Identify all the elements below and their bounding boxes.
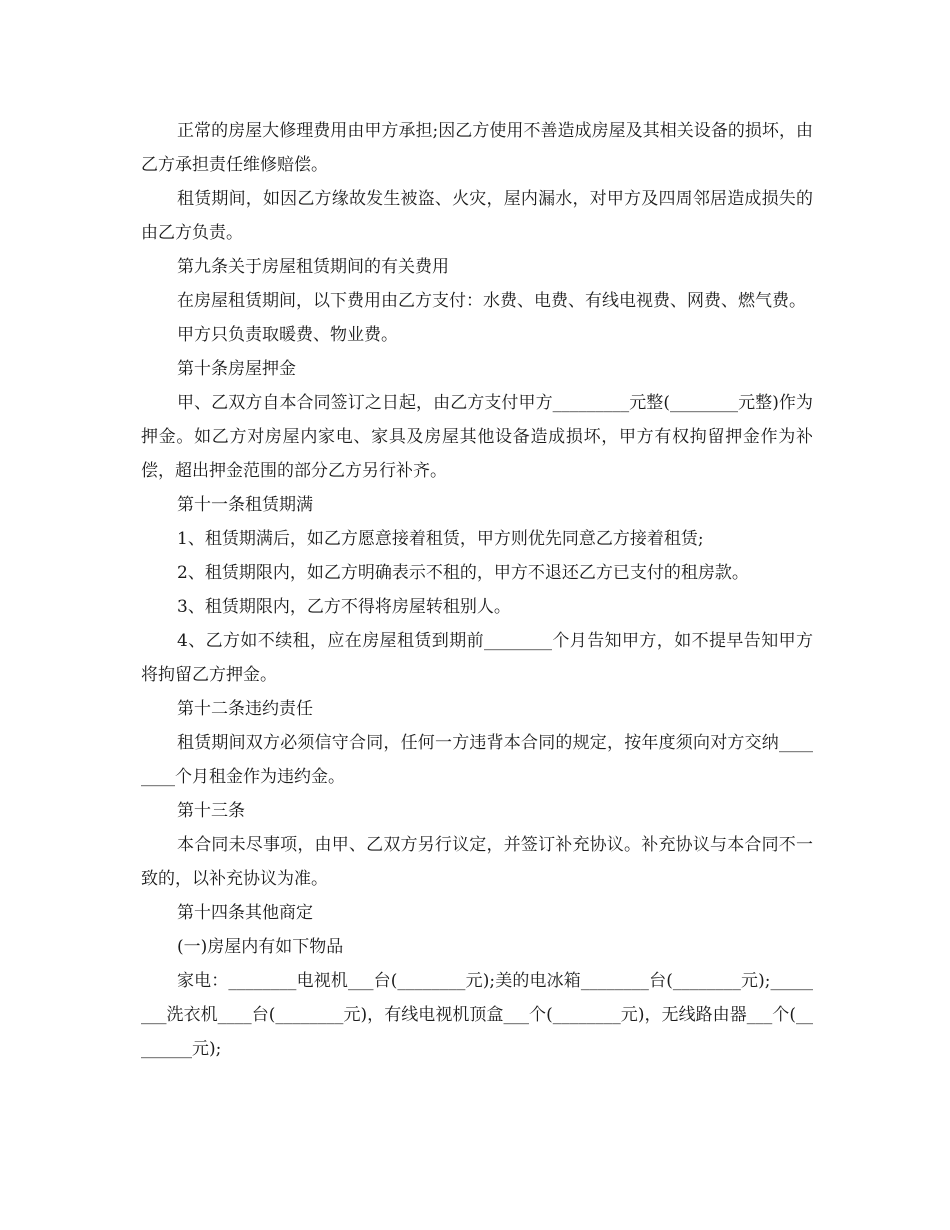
subsection-items-heading: (一)房屋内有如下物品 — [177, 937, 344, 957]
clause-11-4: 4、乙方如不续租，应在房屋租赁到期前________个月告知甲方，如不提早告知甲方将拘留乙方押金。 — [141, 631, 813, 685]
article-13-heading: 第十三条 — [177, 801, 245, 821]
paragraph-loss-liability: 租赁期间，如因乙方缘故发生被盗、火灾，屋内漏水，对甲方及四周邻居造成损失的由乙方负责。 — [141, 189, 813, 243]
clause-11-3: 3、租赁期限内，乙方不得将房屋转租别人。 — [177, 597, 511, 617]
article-9-heading: 第九条关于房屋租赁期间的有关费用 — [177, 257, 449, 277]
clause-11-1: 1、租赁期满后，如乙方愿意接着租赁，甲方则优先同意乙方接着租赁; — [177, 529, 704, 549]
paragraph-appliances: 家电：________电视机___台(________元);美的电冰箱________台(________元);________洗衣机____台(________元)，有线电视机顶盒___个(________元)，无线路由器___个(________元); — [141, 971, 813, 1059]
document-body — [141, 114, 813, 1066]
article-12-heading: 第十二条违约责任 — [177, 699, 313, 719]
paragraph-deposit: 甲、乙双方自本合同签订之日起，由乙方支付甲方_________元整(________元整)作为押金。如乙方对房屋内家电、家具及房屋其他设备造成损坏，甲方有权拘留押金作为补偿，超出押金范围的部分乙方另行补齐。 — [141, 393, 813, 481]
paragraph-tenant-fees: 在房屋租赁期间，以下费用由乙方支付：水费、电费、有线电视费、网费、燃气费。 — [177, 291, 806, 311]
paragraph-supplementary-agreement: 本合同未尽事项，由甲、乙双方另行议定，并签订补充协议。补充协议与本合同不一致的，以补充协议为准。 — [141, 835, 813, 889]
paragraph-landlord-fees: 甲方只负责取暖费、物业费。 — [177, 325, 398, 345]
article-10-heading: 第十条房屋押金 — [177, 359, 296, 379]
clause-11-2: 2、租赁期限内，如乙方明确表示不租的，甲方不退还乙方已支付的租房款。 — [177, 563, 749, 583]
paragraph-breach-penalty: 租赁期间双方必须信守合同，任何一方违背本合同的规定，按年度须向对方交纳________个月租金作为违约金。 — [141, 733, 813, 787]
article-11-heading: 第十一条租赁期满 — [177, 495, 313, 515]
paragraph-repair-costs: 正常的房屋大修理费用由甲方承担;因乙方使用不善造成房屋及其相关设备的损坏，由乙方承担责任维修赔偿。 — [141, 121, 813, 175]
article-14-heading: 第十四条其他商定 — [177, 903, 313, 923]
